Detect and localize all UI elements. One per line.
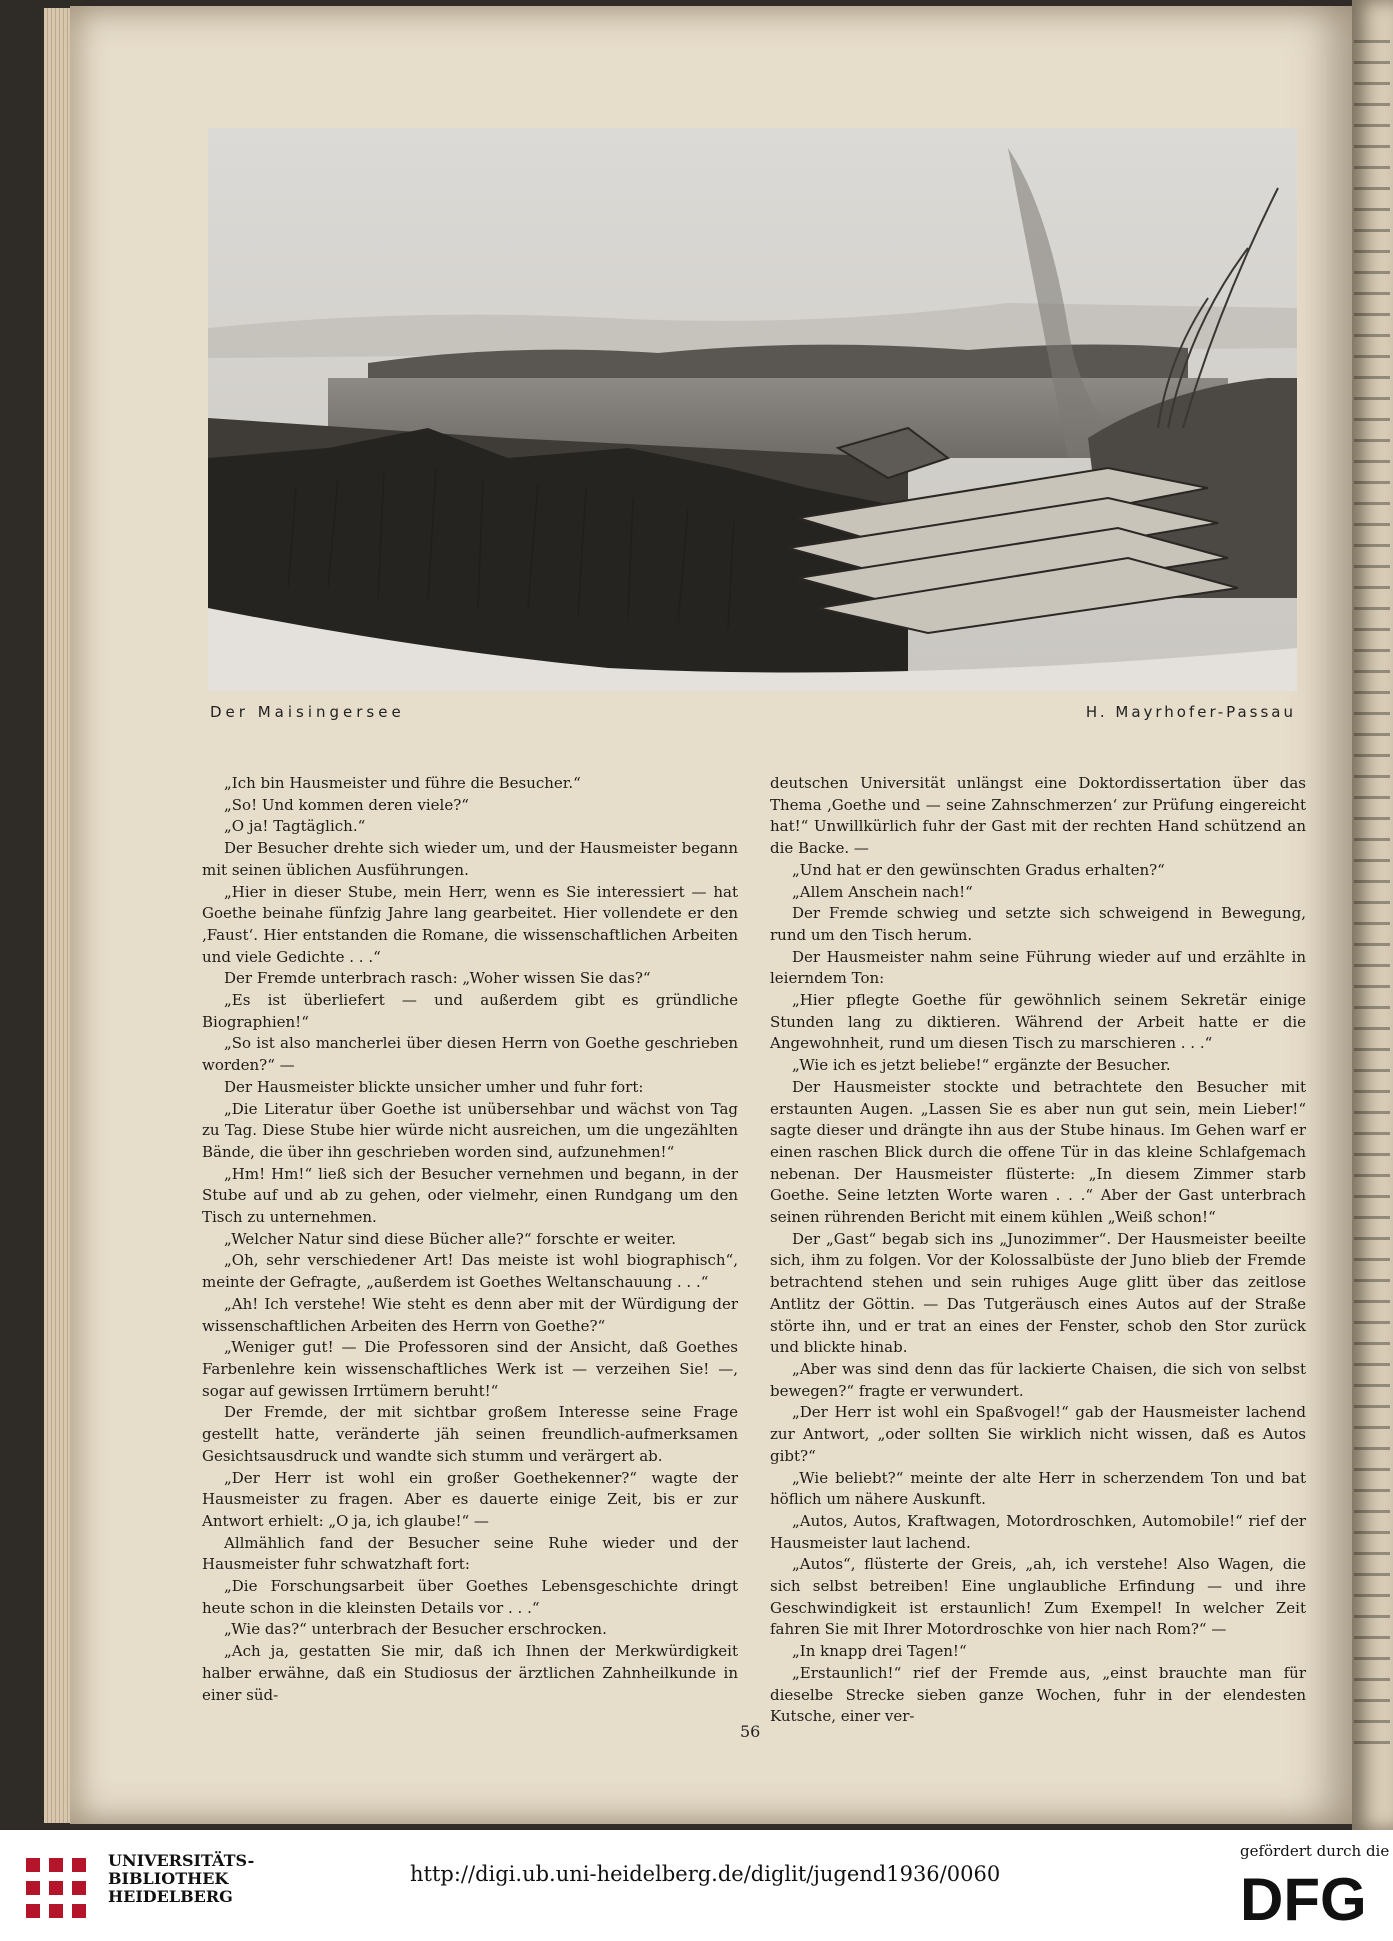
paragraph: Der Hausmeister blickte unsicher umher und fuhr fort:	[224, 1077, 644, 1096]
text-column-right	[770, 773, 1306, 1728]
paragraph: „Wie das?“ unterbrach der Besucher erschrocken.	[224, 1620, 607, 1639]
paragraph: „Autos, Autos, Kraftwagen, Motordroschken, Automobile!“ rief der Hausmeister laut lachend.	[770, 1511, 1306, 1552]
paragraph: „So! Und kommen deren viele?“	[224, 795, 469, 814]
paragraph: „Allem Anschein nach!“	[792, 882, 973, 901]
paragraph: Der „Gast“ begab sich ins „Junozimmer“. Der Hausmeister beeilte sich, ihm zu folgen. Vor der Kolossalbüste der Juno blieb der Fremde betrachtend stehen und sein ruhiges Auge glitt über das zeitlose Antlitz der Göttin. — Das Tutgeräusch eines Autos auf der Straße störte ihn, und er trat an eines der Fenster, schob den Stor zurück und blickte hinab.	[770, 1229, 1306, 1357]
library-name-line: BIBLIOTHEK	[108, 1869, 229, 1888]
facing-page-edge	[1352, 0, 1393, 1830]
text-column-left	[202, 773, 738, 1706]
paragraph: „Autos“, flüsterte der Greis, „ah, ich verstehe! Also Wagen, die sich selbst betreiben! Eine unglaubliche Erfindung — und ihre Geschwindigkeit ist erstaunlich! Zum Exempel! In welcher Zeit fahren Sie mit Ihrer Motordroschke von hier nach Rom?“ —	[770, 1555, 1306, 1639]
paragraph: „Hier in dieser Stube, mein Herr, wenn es Sie interessiert — hat Goethe beinahe fünfzig Jahre lang gearbeitet. Hier vollendete er den ‚Faust‘. Hier entstanden die Romane, die wissenschaftlichen Arbeiten und viele Gedichte . . .“	[202, 882, 738, 966]
paragraph: „So ist also mancherlei über diesen Herrn von Goethe geschrieben worden?“ —	[202, 1034, 738, 1075]
paragraph: „Es ist überliefert — und außerdem gibt es gründliche Biographien!“	[202, 991, 738, 1031]
paragraph: „Welcher Natur sind diese Bücher alle?“ forschte er weiter.	[224, 1229, 676, 1248]
illustration-artist-credit: H. Mayrhofer-Passau	[1085, 703, 1296, 721]
illustration-title: Der Maisingersee	[210, 703, 405, 721]
dfg-logo-icon	[1240, 1868, 1380, 1928]
permalink-url[interactable]: http://digi.ub.uni-heidelberg.de/diglit/jugend1936/0060	[410, 1862, 1001, 1886]
paragraph: Der Fremde, der mit sichtbar großem Interesse seine Frage gestellt hatte, veränderte jäh seinen freundlich-aufmerksamen Gesichtsausdruck und wandte sich stumm und verärgert ab.	[202, 1403, 738, 1465]
paragraph: „Die Forschungsarbeit über Goethes Lebensgeschichte dringt heute schon in die kleinsten Details vor . . .“	[202, 1577, 738, 1617]
paragraph: „Oh, sehr verschiedener Art! Das meiste ist wohl biographisch“, meinte der Gefragte, „außerdem ist Goethes Weltanschauung . . .“	[202, 1251, 738, 1292]
paragraph: „Hier pflegte Goethe für gewöhnlich seinem Sekretär einige Stunden lang zu diktieren. Während der Arbeit hatte er die Angewohnheit, rund um diesen Tisch zu marschieren . . .“	[770, 991, 1306, 1053]
paragraph: „O ja! Tagtäglich.“	[224, 817, 366, 836]
library-name-line: UNIVERSITÄTS-	[108, 1851, 255, 1870]
paragraph: „Aber was sind denn das für lackierte Chaisen, die sich von selbst bewegen?“ fragte er verwundert.	[770, 1359, 1306, 1400]
paragraph: „Weniger gut! — Die Professoren sind der Ansicht, daß Goethes Farbenlehre kein wissenschaftliches Werk ist — verzeihen Sie! —, sogar auf gewissen Irrtümern beruht!“	[202, 1338, 738, 1400]
paragraph: „Wie ich es jetzt beliebe!“ ergänzte der Besucher.	[792, 1056, 1171, 1075]
funded-by-label: gefördert durch die	[1240, 1842, 1390, 1860]
paragraph: „Die Literatur über Goethe ist unübersehbar und wächst von Tag zu Tag. Diese Stube hier würde nicht ausreichen, um die ungezählten Bände, die über ihn geschrieben worden sind, aufzunehmen!“	[202, 1099, 738, 1161]
paragraph: Der Hausmeister stockte und betrachtete den Besucher mit erstaunten Augen. „Lassen Sie es aber nun gut sein, mein Lieber!“ sagte dieser und drängte ihn aus der Stube hinaus. Im Gehen warf er einen raschen Blick durch die offene Tür in das kleine Schlafgemach nebenan. Der Hausmeister flüsterte: „In diesem Zimmer starb Goethe. Seine letzten Worte waren . . .“ Aber der Gast unterbrach seinen rührenden Bericht mit einem kühlen „Weiß schon!“	[770, 1077, 1306, 1227]
page-number: 56	[740, 1722, 761, 1741]
facing-page-text-lines	[1354, 40, 1390, 1760]
dfg-logo-text: DFG	[1240, 1868, 1367, 1928]
paragraph: „Erstaunlich!“ rief der Fremde aus, „einst brauchte man für dieselbe Strecke sieben ganze Wochen, fuhr in der elendesten Kutsche, einer ver-	[770, 1663, 1306, 1726]
library-name-line: HEIDELBERG	[108, 1887, 233, 1906]
paragraph: „Ah! Ich verstehe! Wie steht es denn aber mit der Würdigung der wissenschaftlichen Arbeiten des Herrn von Goethe?“	[202, 1294, 738, 1335]
paragraph: „Wie beliebt?“ meinte der alte Herr in scherzendem Ton und bat höflich um nähere Auskunft.	[770, 1468, 1306, 1509]
landscape-illustration	[208, 128, 1297, 691]
paragraph: „Hm! Hm!“ ließ sich der Besucher vernehmen und begann, in der Stube auf und ab zu gehen, oder vielmehr, einen Rundgang um den Tisch zu unternehmen.	[202, 1164, 738, 1227]
paragraph: „Der Herr ist wohl ein großer Goethekenner?“ wagte der Hausmeister zu fragen. Aber es dauerte einige Zeit, bis er zur Antwort erhielt: „O ja, ich glaube!“ —	[202, 1468, 738, 1530]
paragraph: Der Fremde schwieg und setzte sich schweigend in Bewegung, rund um den Tisch herum.	[770, 904, 1306, 944]
paragraph: „Und hat er den gewünschten Gradus erhalten?“	[792, 860, 1165, 879]
paragraph-continued: deutschen Universität unlängst eine Doktordissertation über das Thema ‚Goethe und — seine Zahnschmerzen‘ zur Prüfung eingereicht hat!“ Unwillkürlich fuhr der Gast mit der rechten Hand schützend an die Backe. —	[770, 774, 1306, 858]
paragraph: „Der Herr ist wohl ein Spaßvogel!“ gab der Hausmeister lachend zur Antwort, „oder sollten Sie wirklich nicht wissen, daß es Autos gibt?“	[770, 1403, 1306, 1465]
library-name	[108, 1852, 254, 1906]
paragraph: „In knapp drei Tagen!“	[792, 1642, 967, 1661]
paragraph: Der Besucher drehte sich wieder um, und der Hausmeister begann mit seinen üblichen Ausführungen.	[202, 839, 738, 879]
paragraph: „Ach ja, gestatten Sie mir, daß ich Ihnen der Merkwürdigkeit halber erwähne, daß ein Studiosus der ärztlichen Zahnheilkunde in einer süd-	[202, 1642, 738, 1704]
university-library-logo-icon	[18, 1850, 94, 1926]
paragraph: Allmählich fand der Besucher seine Ruhe wieder und der Hausmeister fuhr schwatzhaft fort:	[202, 1533, 738, 1574]
paragraph: „Ich bin Hausmeister und führe die Besucher.“	[224, 774, 581, 792]
paragraph: Der Hausmeister nahm seine Führung wieder auf und erzählte in leierndem Ton:	[770, 947, 1306, 988]
paragraph: Der Fremde unterbrach rasch: „Woher wissen Sie das?“	[224, 969, 651, 988]
